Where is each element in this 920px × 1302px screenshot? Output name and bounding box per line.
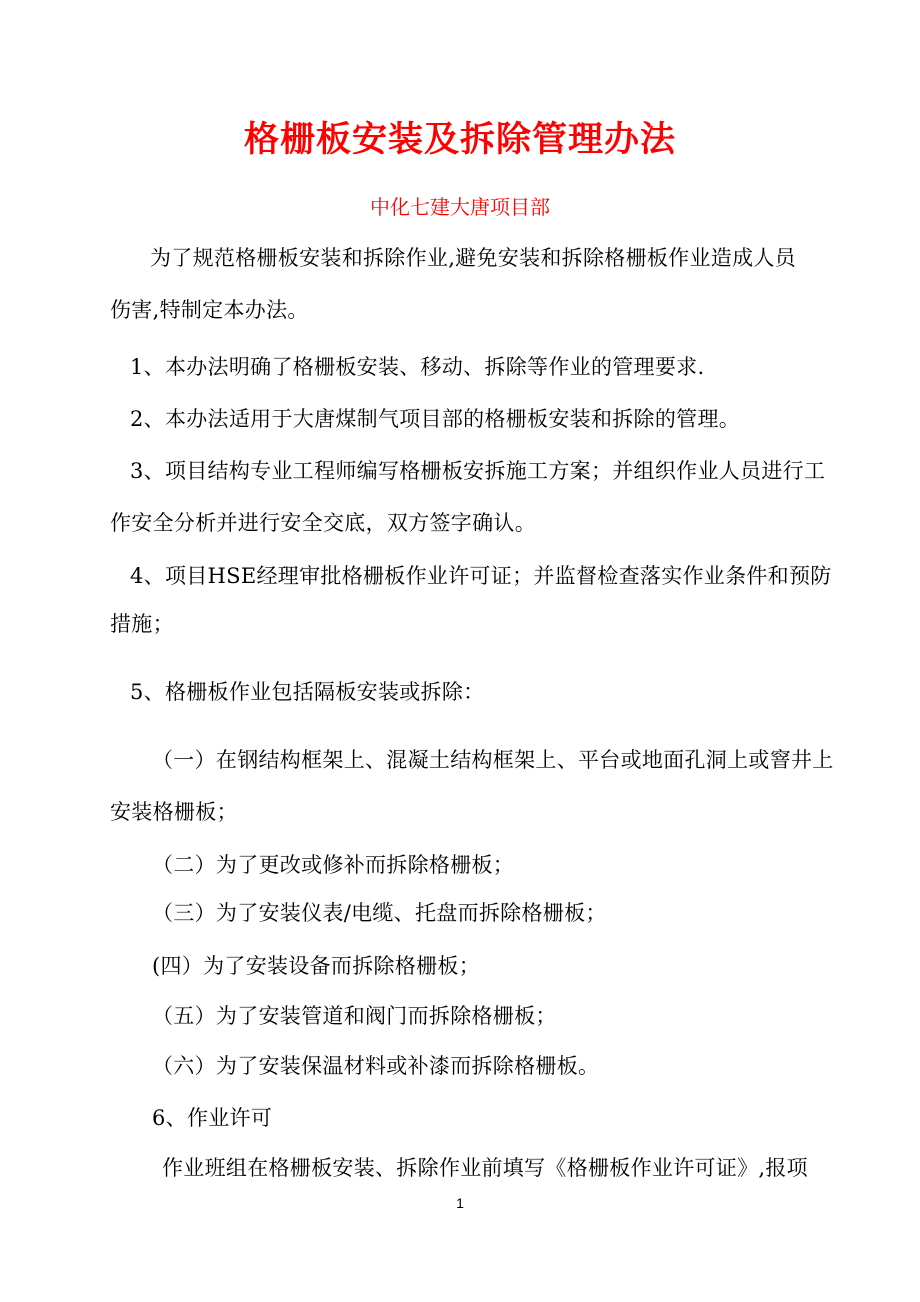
page-number: 1 (456, 1195, 464, 1211)
sub-item-2: （二）为了更改或修补而拆除格栅板； (152, 853, 515, 877)
clause-2: 2、本办法适用于大唐煤制气项目部的格栅板安装和拆除的管理。 (130, 407, 741, 431)
clause-6-heading: 6、作业许可 (152, 1106, 273, 1130)
intro-paragraph-line-1: 为了规范格栅板安装和拆除作业,避免安装和拆除格栅板作业造成人员 (150, 246, 796, 270)
clause-5: 5、格栅板作业包括隔板安装或拆除： (130, 680, 485, 704)
clause-4-line-2: 措施； (110, 612, 174, 636)
clause-3-line-2: 作安全分析并进行安全交底，双方签字确认。 (110, 511, 536, 535)
clause-3-line-1: 3、项目结构专业工程师编写格栅板安拆施工方案；并组织作业人员进行工 (130, 459, 826, 483)
clause-6-paragraph-line-1: 作业班组在格栅板安装、拆除作业前填写《格栅板作业许可证》,报项 (162, 1156, 808, 1180)
sub-item-5: （五）为了安装管道和阀门而拆除格栅板； (152, 1004, 557, 1028)
clause-4-line-1: 4、项目HSE经理审批格栅板作业许可证；并监督检查落实作业条件和预防 (130, 564, 832, 588)
clause-1: 1、本办法明确了格栅板安装、移动、拆除等作业的管理要求. (130, 355, 705, 379)
sub-item-1-line-2: 安装格栅板； (110, 800, 238, 824)
sub-item-6: （六）为了安装保温材料或补漆而拆除格栅板。 (152, 1054, 600, 1078)
sub-item-4: (四）为了安装设备而拆除格栅板； (152, 954, 480, 978)
document-subtitle: 中化七建大唐项目部 (370, 195, 550, 219)
sub-item-3: （三）为了安装仪表/电缆、托盘而拆除格栅板； (152, 901, 607, 925)
sub-item-1-line-1: （一）在钢结构框架上、混凝土结构框架上、平台或地面孔洞上或窨井上 (152, 748, 834, 772)
intro-paragraph-line-2: 伤害,特制定本办法。 (110, 298, 309, 322)
document-title: 格栅板安装及拆除管理办法 (243, 119, 676, 160)
